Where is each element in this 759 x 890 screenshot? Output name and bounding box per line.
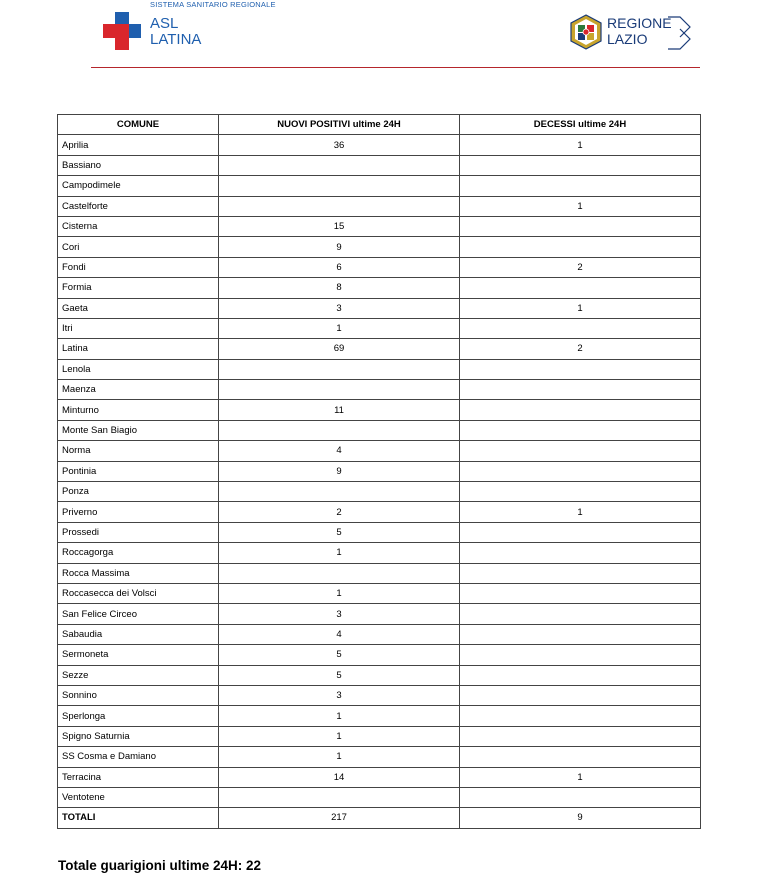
positivi-cell: 5 — [219, 522, 460, 542]
decessi-cell — [460, 176, 701, 196]
positivi-cell: 8 — [219, 278, 460, 298]
asl-name-line2: LATINA — [150, 31, 202, 48]
comune-cell: Cori — [58, 237, 219, 257]
decessi-cell — [460, 543, 701, 563]
decessi-cell: 2 — [460, 339, 701, 359]
comune-cell: Sezze — [58, 665, 219, 685]
comune-cell: Roccagorga — [58, 543, 219, 563]
positivi-cell — [219, 787, 460, 807]
regione-name-line2: LAZIO — [607, 31, 648, 47]
comune-cell: Spigno Saturnia — [58, 726, 219, 746]
positivi-cell: 9 — [219, 461, 460, 481]
table-total-row — [58, 808, 701, 828]
table-row — [58, 706, 701, 726]
table-row — [58, 257, 701, 277]
positivi-cell: 11 — [219, 400, 460, 420]
positivi-cell: 5 — [219, 665, 460, 685]
total-positivi-cell: 217 — [219, 808, 460, 828]
positivi-cell: 3 — [219, 298, 460, 318]
comune-cell: Lenola — [58, 359, 219, 379]
comune-cell: Ventotene — [58, 787, 219, 807]
positivi-cell: 3 — [219, 604, 460, 624]
decessi-cell — [460, 583, 701, 603]
positivi-cell: 14 — [219, 767, 460, 787]
comune-cell: Priverno — [58, 502, 219, 522]
table-row — [58, 726, 701, 746]
decessi-cell: 1 — [460, 298, 701, 318]
positivi-cell — [219, 196, 460, 216]
comune-cell: Formia — [58, 278, 219, 298]
comune-cell: San Felice Circeo — [58, 604, 219, 624]
positivi-cell: 1 — [219, 747, 460, 767]
table-row — [58, 237, 701, 257]
decessi-cell — [460, 482, 701, 502]
decessi-cell — [460, 278, 701, 298]
comune-cell: Maenza — [58, 380, 219, 400]
header-divider — [91, 67, 700, 68]
positivi-cell: 4 — [219, 441, 460, 461]
comune-cell: Fondi — [58, 257, 219, 277]
decessi-cell — [460, 645, 701, 665]
comune-cell: Roccasecca dei Volsci — [58, 583, 219, 603]
table-row — [58, 176, 701, 196]
total-decessi-cell: 9 — [460, 808, 701, 828]
column-header-positivi: NUOVI POSITIVI ultime 24H — [219, 115, 460, 135]
comune-cell: Norma — [58, 441, 219, 461]
table-row — [58, 380, 701, 400]
positivi-cell: 6 — [219, 257, 460, 277]
comune-cell: Aprilia — [58, 135, 219, 155]
decessi-cell — [460, 685, 701, 705]
decessi-cell — [460, 237, 701, 257]
positivi-cell: 4 — [219, 624, 460, 644]
decessi-cell — [460, 624, 701, 644]
cases-table — [57, 114, 701, 829]
positivi-cell: 3 — [219, 685, 460, 705]
column-header-comune: COMUNE — [58, 115, 219, 135]
regione-name-line1: REGIONE — [607, 15, 672, 31]
decessi-cell — [460, 420, 701, 440]
table-row — [58, 563, 701, 583]
decessi-cell — [460, 787, 701, 807]
positivi-cell: 2 — [219, 502, 460, 522]
positivi-cell: 36 — [219, 135, 460, 155]
comune-cell: Itri — [58, 318, 219, 338]
positivi-cell — [219, 155, 460, 175]
positivi-cell — [219, 563, 460, 583]
table-row — [58, 155, 701, 175]
table-row — [58, 624, 701, 644]
positivi-cell — [219, 359, 460, 379]
comune-cell: Latina — [58, 339, 219, 359]
positivi-cell: 1 — [219, 318, 460, 338]
comune-cell: Sperlonga — [58, 706, 219, 726]
comune-cell: Campodimele — [58, 176, 219, 196]
decessi-cell — [460, 665, 701, 685]
decessi-cell — [460, 706, 701, 726]
positivi-cell: 1 — [219, 706, 460, 726]
decessi-cell: 1 — [460, 135, 701, 155]
decessi-cell — [460, 441, 701, 461]
table-row — [58, 604, 701, 624]
decessi-cell — [460, 318, 701, 338]
decessi-cell: 1 — [460, 767, 701, 787]
table-row — [58, 135, 701, 155]
table-row — [58, 196, 701, 216]
table-row — [58, 339, 701, 359]
decessi-cell: 2 — [460, 257, 701, 277]
decessi-cell — [460, 359, 701, 379]
decessi-cell: 1 — [460, 196, 701, 216]
comune-cell: Bassiano — [58, 155, 219, 175]
decessi-cell — [460, 604, 701, 624]
comune-cell: Sabaudia — [58, 624, 219, 644]
table-row — [58, 502, 701, 522]
positivi-cell: 1 — [219, 726, 460, 746]
table-row — [58, 441, 701, 461]
total-label-cell: TOTALI — [58, 808, 219, 828]
table-row — [58, 747, 701, 767]
table-row — [58, 522, 701, 542]
decessi-cell — [460, 461, 701, 481]
table-row — [58, 216, 701, 236]
decessi-cell — [460, 380, 701, 400]
comune-cell: Monte San Biagio — [58, 420, 219, 440]
positivi-cell — [219, 176, 460, 196]
table-row — [58, 685, 701, 705]
comune-cell: Castelforte — [58, 196, 219, 216]
recovered-total: Totale guarigioni ultime 24H: 22 — [58, 858, 262, 873]
comune-cell: Cisterna — [58, 216, 219, 236]
positivi-cell: 15 — [219, 216, 460, 236]
decessi-cell — [460, 155, 701, 175]
decessi-cell — [460, 747, 701, 767]
decessi-cell: 1 — [460, 502, 701, 522]
table-row — [58, 543, 701, 563]
decessi-cell — [460, 726, 701, 746]
table-row — [58, 767, 701, 787]
positivi-cell: 1 — [219, 543, 460, 563]
comune-cell: Gaeta — [58, 298, 219, 318]
positivi-cell: 1 — [219, 583, 460, 603]
table-row — [58, 461, 701, 481]
decessi-cell — [460, 400, 701, 420]
asl-name-line1: ASL — [150, 15, 179, 32]
positivi-cell: 9 — [219, 237, 460, 257]
positivi-cell — [219, 482, 460, 502]
table-row — [58, 420, 701, 440]
table-row — [58, 298, 701, 318]
table-row — [58, 583, 701, 603]
comune-cell: SS Cosma e Damiano — [58, 747, 219, 767]
comune-cell: Terracina — [58, 767, 219, 787]
table-row — [58, 665, 701, 685]
table-row — [58, 318, 701, 338]
comune-cell: Prossedi — [58, 522, 219, 542]
comune-cell: Rocca Massima — [58, 563, 219, 583]
asl-cross-logo — [103, 12, 141, 50]
comune-cell: Pontinia — [58, 461, 219, 481]
table-header-row — [58, 115, 701, 135]
table-row — [58, 787, 701, 807]
comune-cell: Minturno — [58, 400, 219, 420]
positivi-cell: 69 — [219, 339, 460, 359]
table-row — [58, 278, 701, 298]
comune-cell: Ponza — [58, 482, 219, 502]
table-row — [58, 359, 701, 379]
positivi-cell — [219, 380, 460, 400]
decessi-cell — [460, 216, 701, 236]
comune-cell: Sermoneta — [58, 645, 219, 665]
asl-name — [150, 16, 201, 48]
decessi-cell — [460, 563, 701, 583]
asl-subtitle: SISTEMA SANITARIO REGIONALE — [150, 0, 276, 9]
regione-lazio-emblem-icon — [568, 14, 604, 50]
decessi-cell — [460, 522, 701, 542]
table-row — [58, 482, 701, 502]
positivi-cell: 5 — [219, 645, 460, 665]
table-row — [58, 645, 701, 665]
column-header-decessi: DECESSI ultime 24H — [460, 115, 701, 135]
comune-cell: Sonnino — [58, 685, 219, 705]
regione-lazio-chevron-icon — [654, 15, 694, 51]
table-row — [58, 400, 701, 420]
positivi-cell — [219, 420, 460, 440]
